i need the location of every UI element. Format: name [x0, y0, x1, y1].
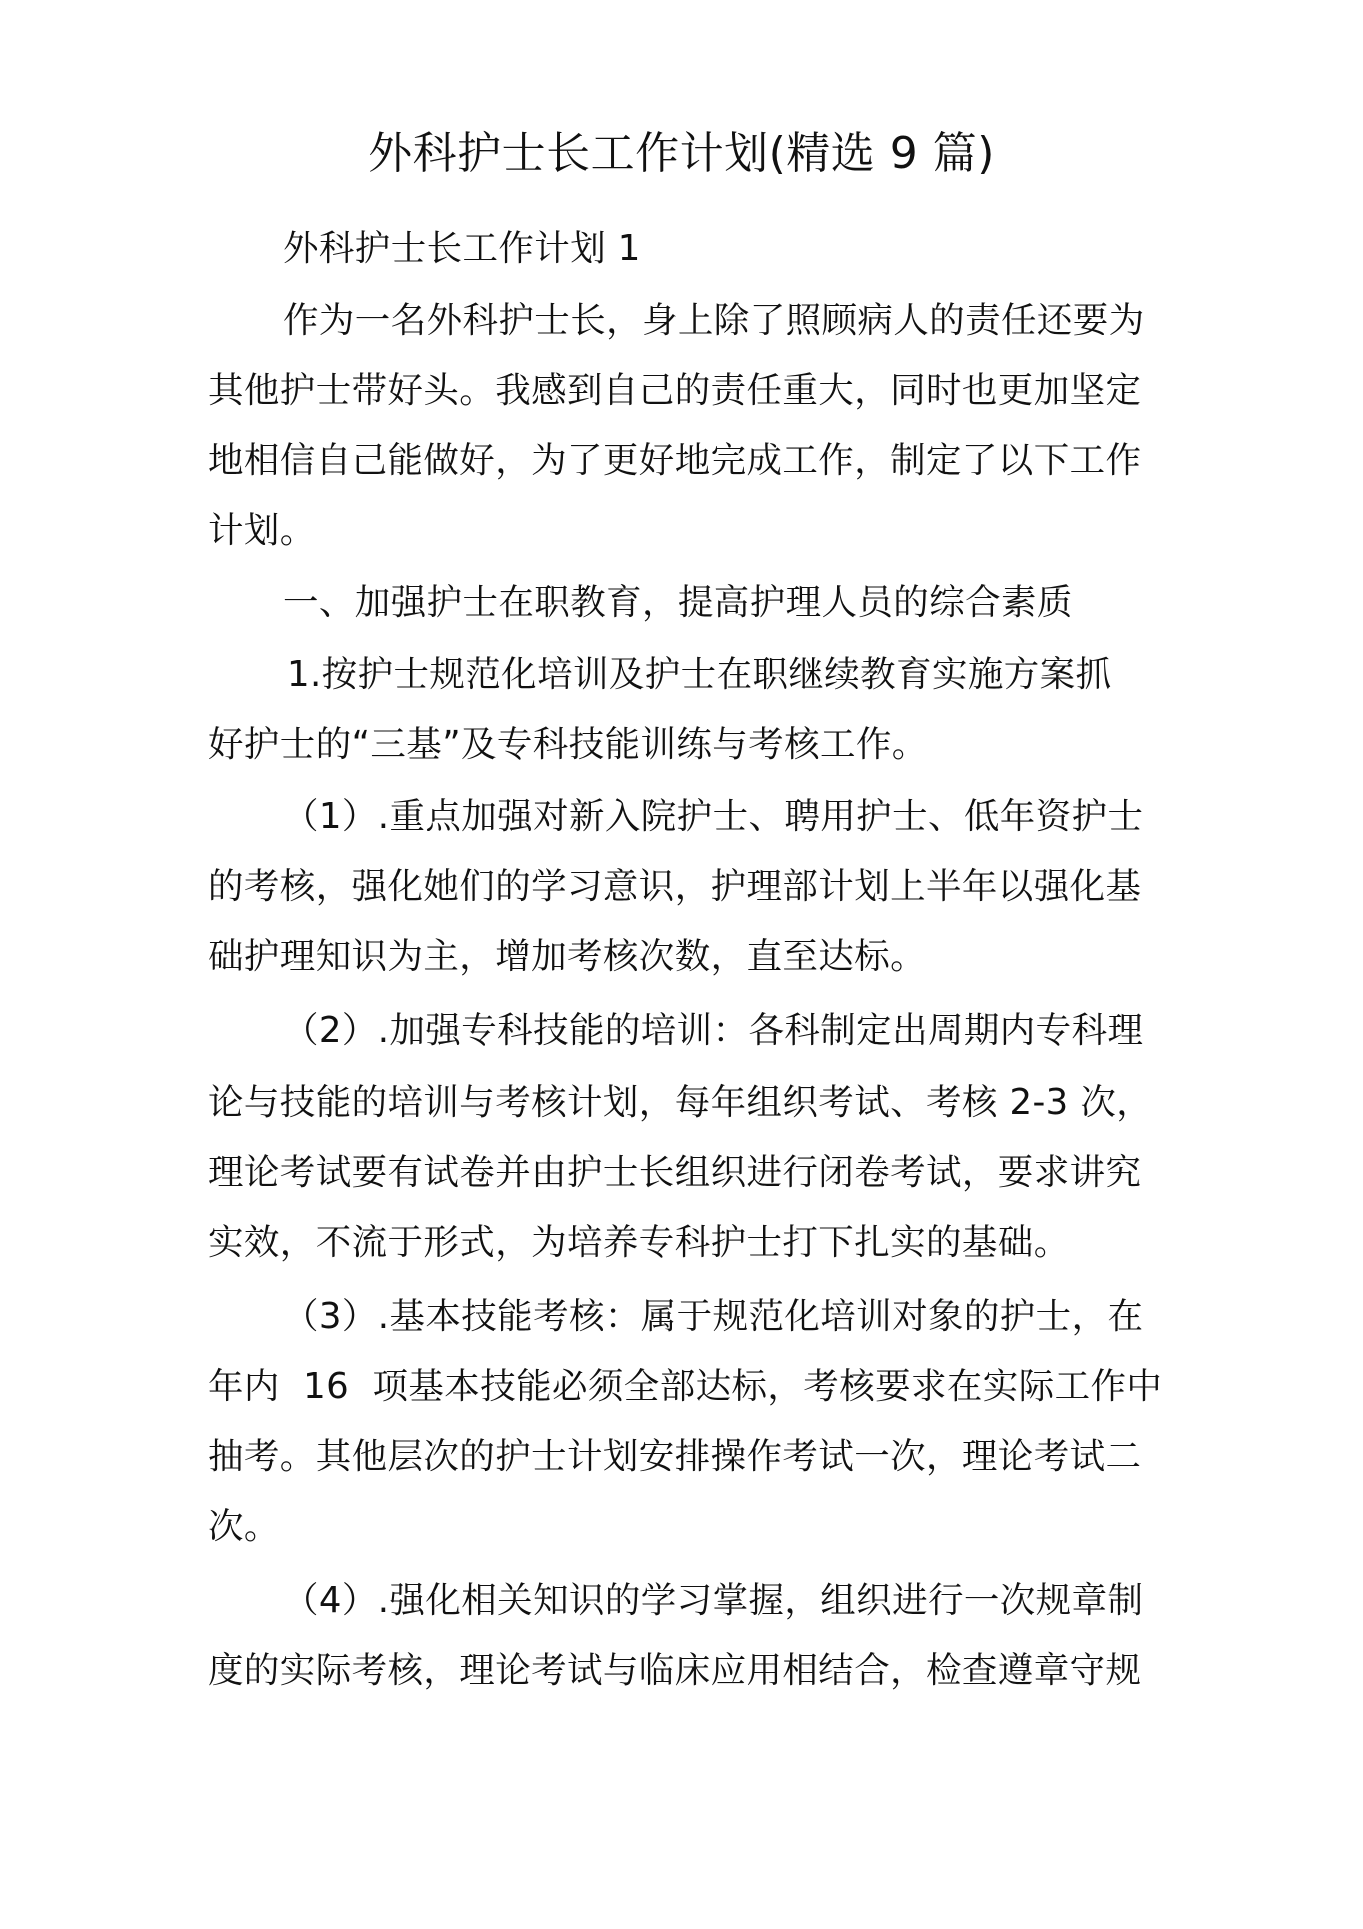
paragraph-line: 1.按护士规范化培训及护士在职继续教育实施方案抓 — [287, 654, 1112, 695]
paragraph-line: 地相信自己能做好，为了更好地完成工作，制定了以下工作 — [208, 440, 1142, 481]
paragraph-line: 作为一名外科护士长，身上除了照顾病人的责任还要为 — [283, 300, 1145, 341]
paragraph-line: 论与技能的培训与考核计划，每年组织考试、考核 2-3 次， — [208, 1082, 1153, 1123]
document-title: 外科护士长工作计划(精选 9 篇) — [368, 128, 995, 179]
paragraph-line: 好护士的“三基”及专科技能训练与考核工作。 — [208, 724, 928, 765]
subheading: 一、加强护士在职教育，提高护理人员的综合素质 — [283, 582, 1073, 623]
paragraph-line: 次。 — [208, 1506, 280, 1547]
paragraph-line: （2）.加强专科技能的培训：各科制定出周期内专科理 — [283, 1010, 1144, 1051]
paragraph-line: 理论考试要有试卷并由护士长组织进行闭卷考试，要求讲究 — [208, 1152, 1142, 1193]
paragraph-line: 础护理知识为主，增加考核次数，直至达标。 — [208, 936, 927, 977]
paragraph-line: 抽考。其他层次的护士计划安排操作考试一次，理论考试二 — [208, 1436, 1142, 1477]
paragraph-line: （4）.强化相关知识的学习掌握，组织进行一次规章制 — [283, 1580, 1144, 1621]
paragraph-line: 计划。 — [208, 510, 316, 551]
paragraph-line: 的考核，强化她们的学习意识，护理部计划上半年以强化基 — [208, 866, 1142, 907]
paragraph-line: （1）.重点加强对新入院护士、聘用护士、低年资护士 — [283, 796, 1144, 837]
paragraph-line: 度的实际考核，理论考试与临床应用相结合，检查遵章守规 — [208, 1650, 1142, 1691]
section-heading: 外科护士长工作计划 1 — [283, 228, 641, 269]
paragraph-line: 年内 16 项基本技能必须全部达标，考核要求在实际工作中 — [208, 1366, 1163, 1407]
paragraph-line: （3）.基本技能考核：属于规范化培训对象的护士，在 — [283, 1296, 1144, 1337]
paragraph-line: 实效，不流于形式，为培养专科护士打下扎实的基础。 — [208, 1222, 1070, 1263]
paragraph-line: 其他护士带好头。我感到自己的责任重大，同时也更加坚定 — [208, 370, 1142, 411]
